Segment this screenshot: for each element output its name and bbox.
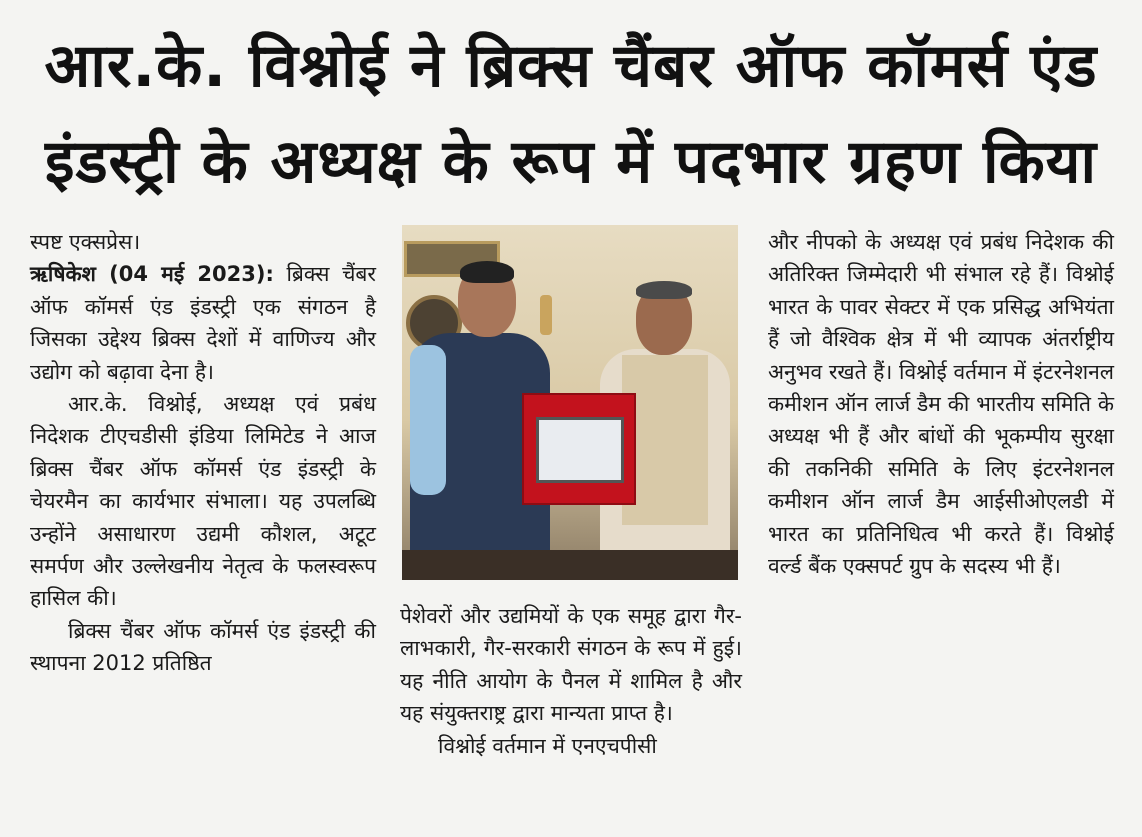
paragraph-1-text: ब्रिक्स चैंबर ऑफ कॉमर्स एंड इंडस्ट्री एक संगठन है जिसका उद्देश्य ब्रिक्स देशों में वाणिज्य और उद्योग को बढ़ावा देना है। (30, 262, 376, 384)
paragraph-4-continued: और नीपको के अध्यक्ष एवं प्रबंध निदेशक की अतिरिक्त जिम्मेदारी भी संभाल रहे हैं। विश्नोई भारत के पावर सेक्टर में एक प्रसिद्ध अभियंता हैं जो वैश्विक क्षेत्र में भी व्यापक अंतर्राष्ट्रीय अनुभव रखते हैं। विश्नोई वर्तमान में इंटरनेशनल कमीशन ऑन लार्ज डैम की भारतीय समिति के अध्यक्ष भी हैं और बांधों की भूकम्पीय सुरक्षा की तकनिकी समिति के लिए इंटरनेशनल कमीशन ऑन लार्ज डैम आईसीओएलडी में भारत का प्रतिनिधित्व भी करते हैं। विश्नोई वर्ल्ड बैंक एक्सपर्ट ग्रुप के सदस्य भी हैं। (768, 230, 1114, 579)
article-column-left (30, 226, 376, 680)
headline-line-1: आर.के. विश्नोई ने ब्रिक्स चैंबर ऑफ कॉमर्स एंड (44, 31, 1098, 101)
paragraph-4-start: विश्नोई वर्तमान में एनएचपीसी (438, 733, 657, 758)
paragraph-3-continued: पेशेवरों और उद्यमियों के एक समूह द्वारा गैर-लाभकारी, गैर-सरकारी संगठन के रूप में हुई। यह नीति आयोग के पैनल में शामिल है और यह संयुक्तराष्ट्र द्वारा मान्यता प्राप्त है। (400, 604, 742, 726)
paragraph-3-start: ब्रिक्स चैंबर ऑफ कॉमर्स एंड इंडस्ट्री की स्थापना 2012 प्रतिष्ठित (30, 618, 376, 676)
headline (18, 18, 1124, 210)
paragraph-2: आर.के. विश्नोई, अध्यक्ष एवं प्रबंध निदेशक टीएचडीसी इंडिया लिमिटेड ने आज ब्रिक्स चैंबर ऑफ कॉमर्स एंड इंडस्ट्री के चेयरमैन का कार्यभार संभाला। यह उपलब्धि उन्होंने असाधारण उद्यमी कौशल, अटूट समर्पण और उल्लेखनीय नेतृत्व के फलस्वरूप हासिल की। (30, 392, 376, 611)
certificate (536, 417, 624, 483)
article-column-middle (400, 600, 742, 762)
news-photo (402, 225, 738, 580)
dateline: ऋषिकेश (04 मई 2023): (30, 262, 274, 287)
byline: स्पष्ट एक्सप्रेस। (30, 230, 141, 254)
headline-line-2: इंडस्ट्री के अध्यक्ष के रूप में पदभार ग्रहण किया (45, 127, 1097, 197)
paragraph-1 (30, 258, 376, 388)
article-column-right (768, 226, 1114, 582)
award-plaque (522, 393, 636, 505)
